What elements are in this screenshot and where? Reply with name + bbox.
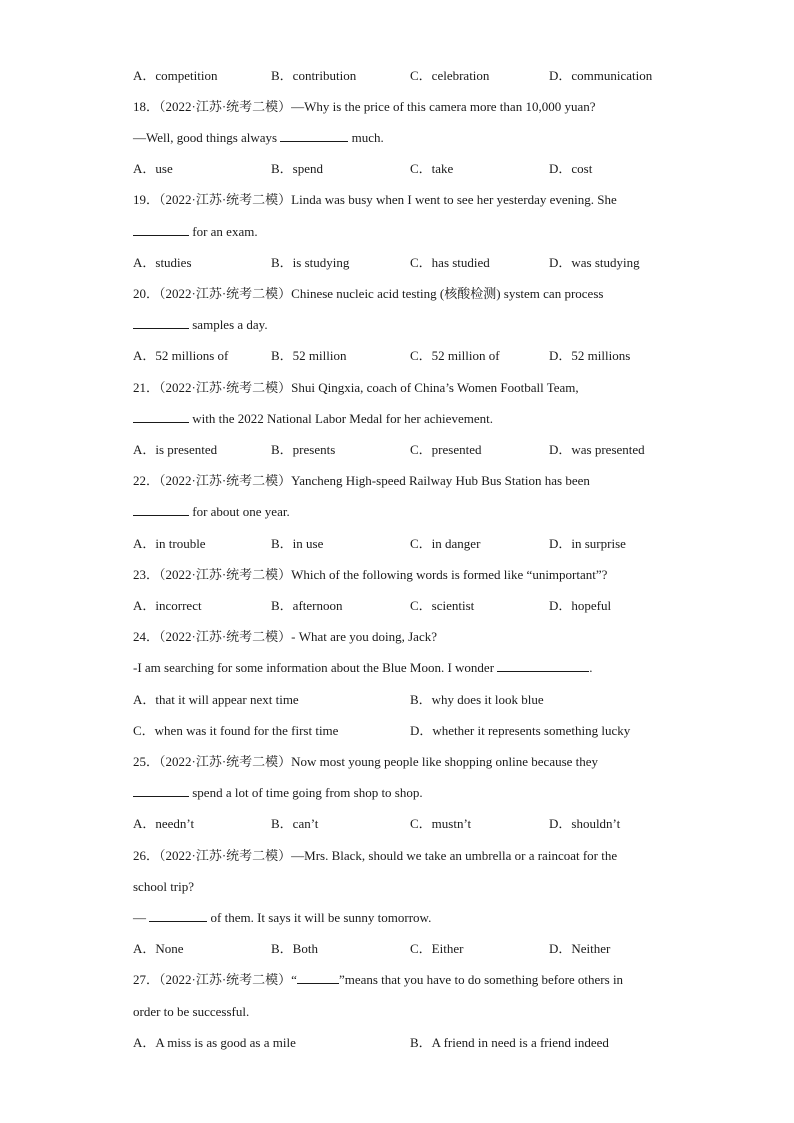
- q26-stem: 26．（2022·江苏·统考二模）—Mrs. Black, should we take an umbrella or a raincoat for the: [133, 848, 618, 863]
- q22-continuation: [133, 502, 290, 522]
- q20-option-d[interactable]: D．52 millions: [549, 348, 631, 363]
- q26-option-d[interactable]: D．Neither: [549, 941, 611, 956]
- q21-stem: 21．（2022·江苏·统考二模）Shui Qingxia, coach of China’s Women Football Team,: [133, 380, 579, 395]
- q21-line2-post: with the 2022 National Labor Medal for her achievement.: [189, 411, 493, 426]
- q17-option-d[interactable]: D．communication: [549, 68, 653, 83]
- q25-stem: 25．（2022·江苏·统考二模）Now most young people like shopping online because they: [133, 754, 599, 769]
- q18-line2-pre: —Well, good things always: [133, 130, 281, 145]
- q27-option-b[interactable]: B．A friend in need is a friend indeed: [410, 1035, 609, 1050]
- q18-option-a[interactable]: A．use: [133, 161, 173, 176]
- q19-stem: 19．（2022·江苏·统考二模）Linda was busy when I went to see her yesterday evening. She: [133, 192, 617, 207]
- q18-stem: 18．（2022·江苏·统考二模）—Why is the price of this camera more than 10,000 yuan?: [133, 99, 596, 114]
- q26-line3-post: of them. It says it will be sunny tomorrow.: [207, 910, 432, 925]
- q23-option-d[interactable]: D．hopeful: [549, 598, 612, 613]
- q22-option-b[interactable]: B．in use: [271, 536, 324, 551]
- q26-line2: school trip?: [133, 879, 195, 894]
- q20-line2-post: samples a day.: [189, 317, 268, 332]
- q24-option-a[interactable]: A．that it will appear next time: [133, 692, 299, 707]
- q23-option-a[interactable]: A．incorrect: [133, 598, 202, 613]
- q27-answer-blank: [297, 970, 339, 984]
- q27-line2: order to be successful.: [133, 1004, 250, 1019]
- q19-line2-post: for an exam.: [189, 224, 258, 239]
- q19-option-b[interactable]: B．is studying: [271, 255, 350, 270]
- q25-option-c[interactable]: C．mustn’t: [410, 816, 472, 831]
- q25-continuation: [133, 783, 423, 803]
- q20-option-a[interactable]: A．52 millions of: [133, 348, 229, 363]
- q27-option-a[interactable]: A．A miss is as good as a mile: [133, 1035, 296, 1050]
- q20-option-b[interactable]: B．52 million: [271, 348, 347, 363]
- q23-option-c[interactable]: C．scientist: [410, 598, 475, 613]
- q21-option-c[interactable]: C．presented: [410, 442, 482, 457]
- q24-option-d[interactable]: D．whether it represents something lucky: [410, 723, 631, 738]
- q27-stem-pre: 27．（2022·江苏·统考二模）“: [133, 972, 297, 987]
- q26-line3-pre: —: [133, 910, 150, 925]
- q22-option-c[interactable]: C．in danger: [410, 536, 481, 551]
- q21-answer-blank: [133, 409, 189, 423]
- q24-option-b[interactable]: B．why does it look blue: [410, 692, 544, 707]
- q19-option-d[interactable]: D．was studying: [549, 255, 640, 270]
- q23-stem: 23．（2022·江苏·统考二模）Which of the following words is formed like “unimportant”?: [133, 567, 608, 582]
- q21-option-a[interactable]: A．is presented: [133, 442, 218, 457]
- q19-continuation: [133, 222, 258, 242]
- q25-line2-post: spend a lot of time going from shop to shop.: [189, 785, 423, 800]
- q27-stem-post: ”means that you have to do something before others in: [338, 972, 624, 987]
- q26-dialogue: [133, 908, 431, 928]
- q21-continuation: [133, 409, 493, 429]
- q19-option-a[interactable]: A．studies: [133, 255, 192, 270]
- q18-option-b[interactable]: B．spend: [271, 161, 324, 176]
- q20-continuation: [133, 315, 268, 335]
- q20-option-c[interactable]: C．52 million of: [410, 348, 500, 363]
- q18-answer-blank: [280, 128, 348, 142]
- q19-option-c[interactable]: C．has studied: [410, 255, 490, 270]
- q17-option-c[interactable]: C．celebration: [410, 68, 490, 83]
- q20-answer-blank: [133, 315, 189, 329]
- q22-option-d[interactable]: D．in surprise: [549, 536, 626, 551]
- q24-stem: 24．（2022·江苏·统考二模）- What are you doing, Jack?: [133, 629, 437, 644]
- q23-option-b[interactable]: B．afternoon: [271, 598, 343, 613]
- q25-option-b[interactable]: B．can’t: [271, 816, 319, 831]
- q17-option-b[interactable]: B．contribution: [271, 68, 357, 83]
- q22-option-a[interactable]: A．in trouble: [133, 536, 206, 551]
- q21-option-d[interactable]: D．was presented: [549, 442, 645, 457]
- q26-option-c[interactable]: C．Either: [410, 941, 464, 956]
- q18-option-d[interactable]: D．cost: [549, 161, 593, 176]
- q18-line2-post: much.: [348, 130, 384, 145]
- q25-answer-blank: [133, 783, 189, 797]
- q22-answer-blank: [133, 502, 189, 516]
- q22-line2-post: for about one year.: [189, 504, 290, 519]
- q24-answer-blank: [497, 658, 589, 672]
- q24-line2-post: .: [589, 660, 593, 675]
- q20-stem: 20．（2022·江苏·统考二模）Chinese nucleic acid testing (核酸检测) system can process: [133, 286, 604, 301]
- q18-dialogue: [133, 128, 384, 148]
- q26-answer-blank: [149, 908, 207, 922]
- q24-line2-pre: -I am searching for some information about the Blue Moon. I wonder: [133, 660, 498, 675]
- q24-dialogue: [133, 658, 593, 678]
- q25-option-a[interactable]: A．needn’t: [133, 816, 195, 831]
- q19-answer-blank: [133, 222, 189, 236]
- q21-option-b[interactable]: B．presents: [271, 442, 336, 457]
- q22-stem: 22．（2022·江苏·统考二模）Yancheng High-speed Railway Hub Bus Station has been: [133, 473, 590, 488]
- q17-option-a[interactable]: A．competition: [133, 68, 218, 83]
- q18-option-c[interactable]: C．take: [410, 161, 454, 176]
- q27-stem: [133, 970, 623, 990]
- q25-option-d[interactable]: D．shouldn’t: [549, 816, 621, 831]
- q24-option-c[interactable]: C．when was it found for the first time: [133, 723, 339, 738]
- q26-option-b[interactable]: B．Both: [271, 941, 318, 956]
- q26-option-a[interactable]: A．None: [133, 941, 184, 956]
